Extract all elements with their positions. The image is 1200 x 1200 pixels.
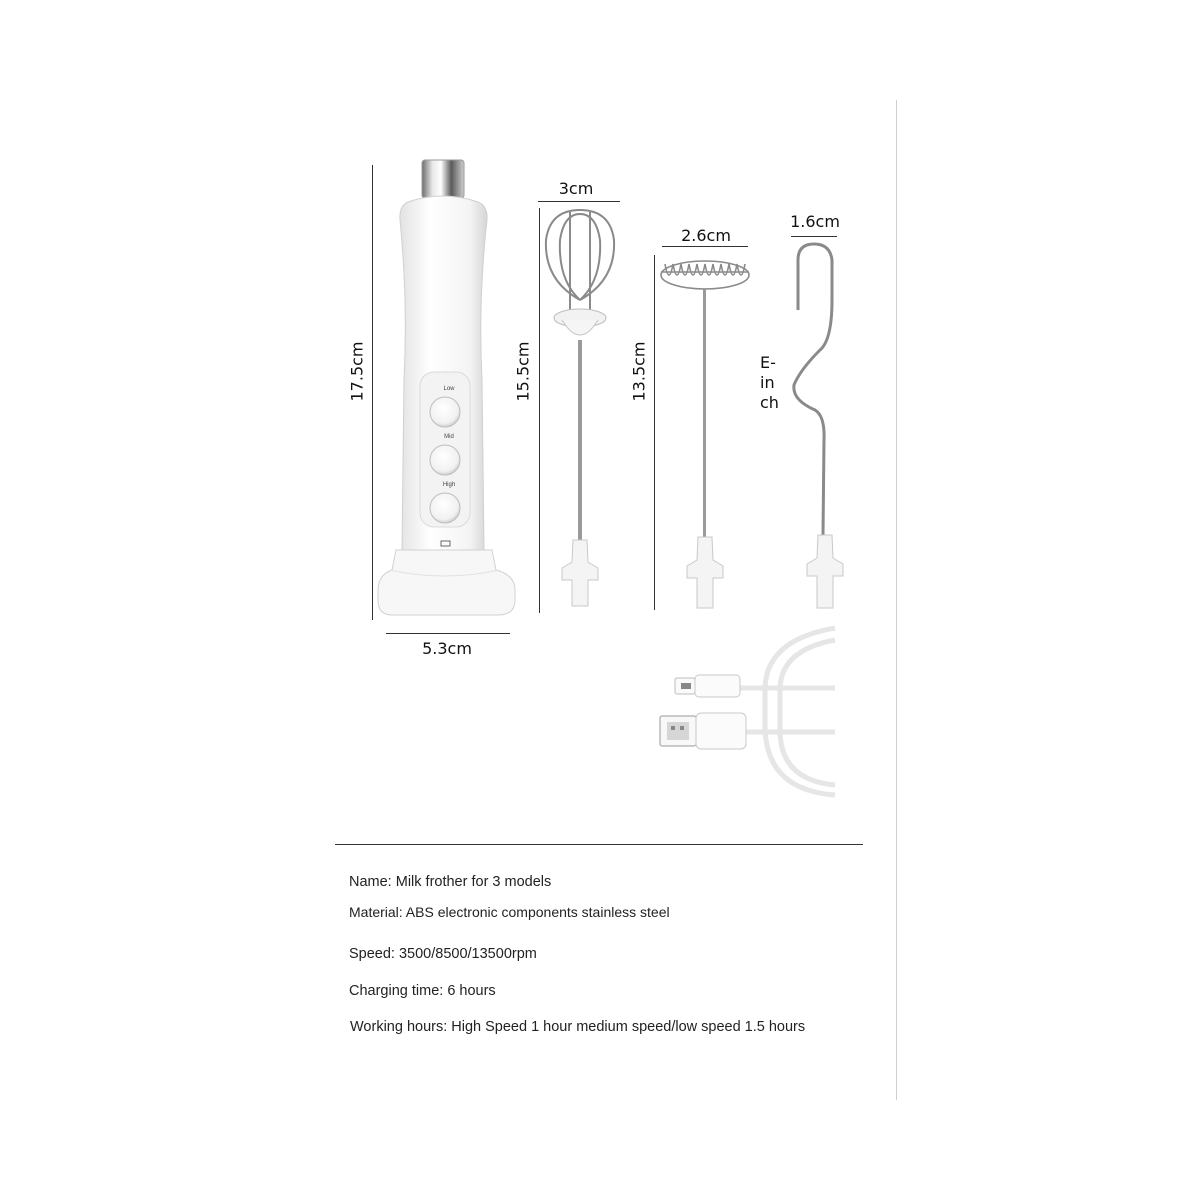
- height-dimension-line: [372, 165, 373, 620]
- whisk-width-label: 3cm: [558, 179, 594, 198]
- whisk-width-line: [538, 201, 620, 202]
- height-label: 17.5cm: [347, 341, 367, 402]
- spec-working-hours: Working hours: High Speed 1 hour medium speed/low speed 1.5 hours: [350, 1019, 806, 1035]
- spring-length-line: [654, 255, 655, 610]
- hook-width-label: 1.6cm: [790, 212, 840, 231]
- button-label-high: High: [442, 482, 456, 488]
- base-width-label: 5.3cm: [422, 639, 472, 658]
- spring-width-line: [662, 246, 748, 247]
- button-label-mid: Mid: [444, 434, 454, 440]
- button-label-low: Low: [443, 386, 455, 392]
- spring-length-label: 13.5cm: [629, 341, 649, 402]
- specs-separator: [335, 844, 863, 845]
- spec-name: Name: Milk frother for 3 models: [349, 874, 552, 890]
- hook-label-line-1: E-: [760, 353, 776, 372]
- dough-hook-image: [780, 240, 860, 612]
- spec-material: Material: ABS electronic components stainless steel: [349, 904, 670, 920]
- balloon-whisk-image: [540, 200, 620, 612]
- right-divider: [896, 100, 897, 1100]
- spring-whisk-image: [655, 250, 755, 612]
- whisk-length-label: 15.5cm: [513, 341, 533, 402]
- hook-label-line-3: ch: [760, 393, 779, 412]
- spring-width-label: 2.6cm: [681, 226, 731, 245]
- spec-speed: Speed: 3500/8500/13500rpm: [349, 946, 537, 962]
- base-width-line: [386, 633, 510, 634]
- hook-label-line-2: in: [760, 373, 775, 392]
- hook-width-line: [791, 236, 837, 237]
- usb-cable-image: [655, 620, 840, 805]
- whisk-length-line: [539, 208, 540, 613]
- spec-charging-time: Charging time: 6 hours: [349, 983, 496, 999]
